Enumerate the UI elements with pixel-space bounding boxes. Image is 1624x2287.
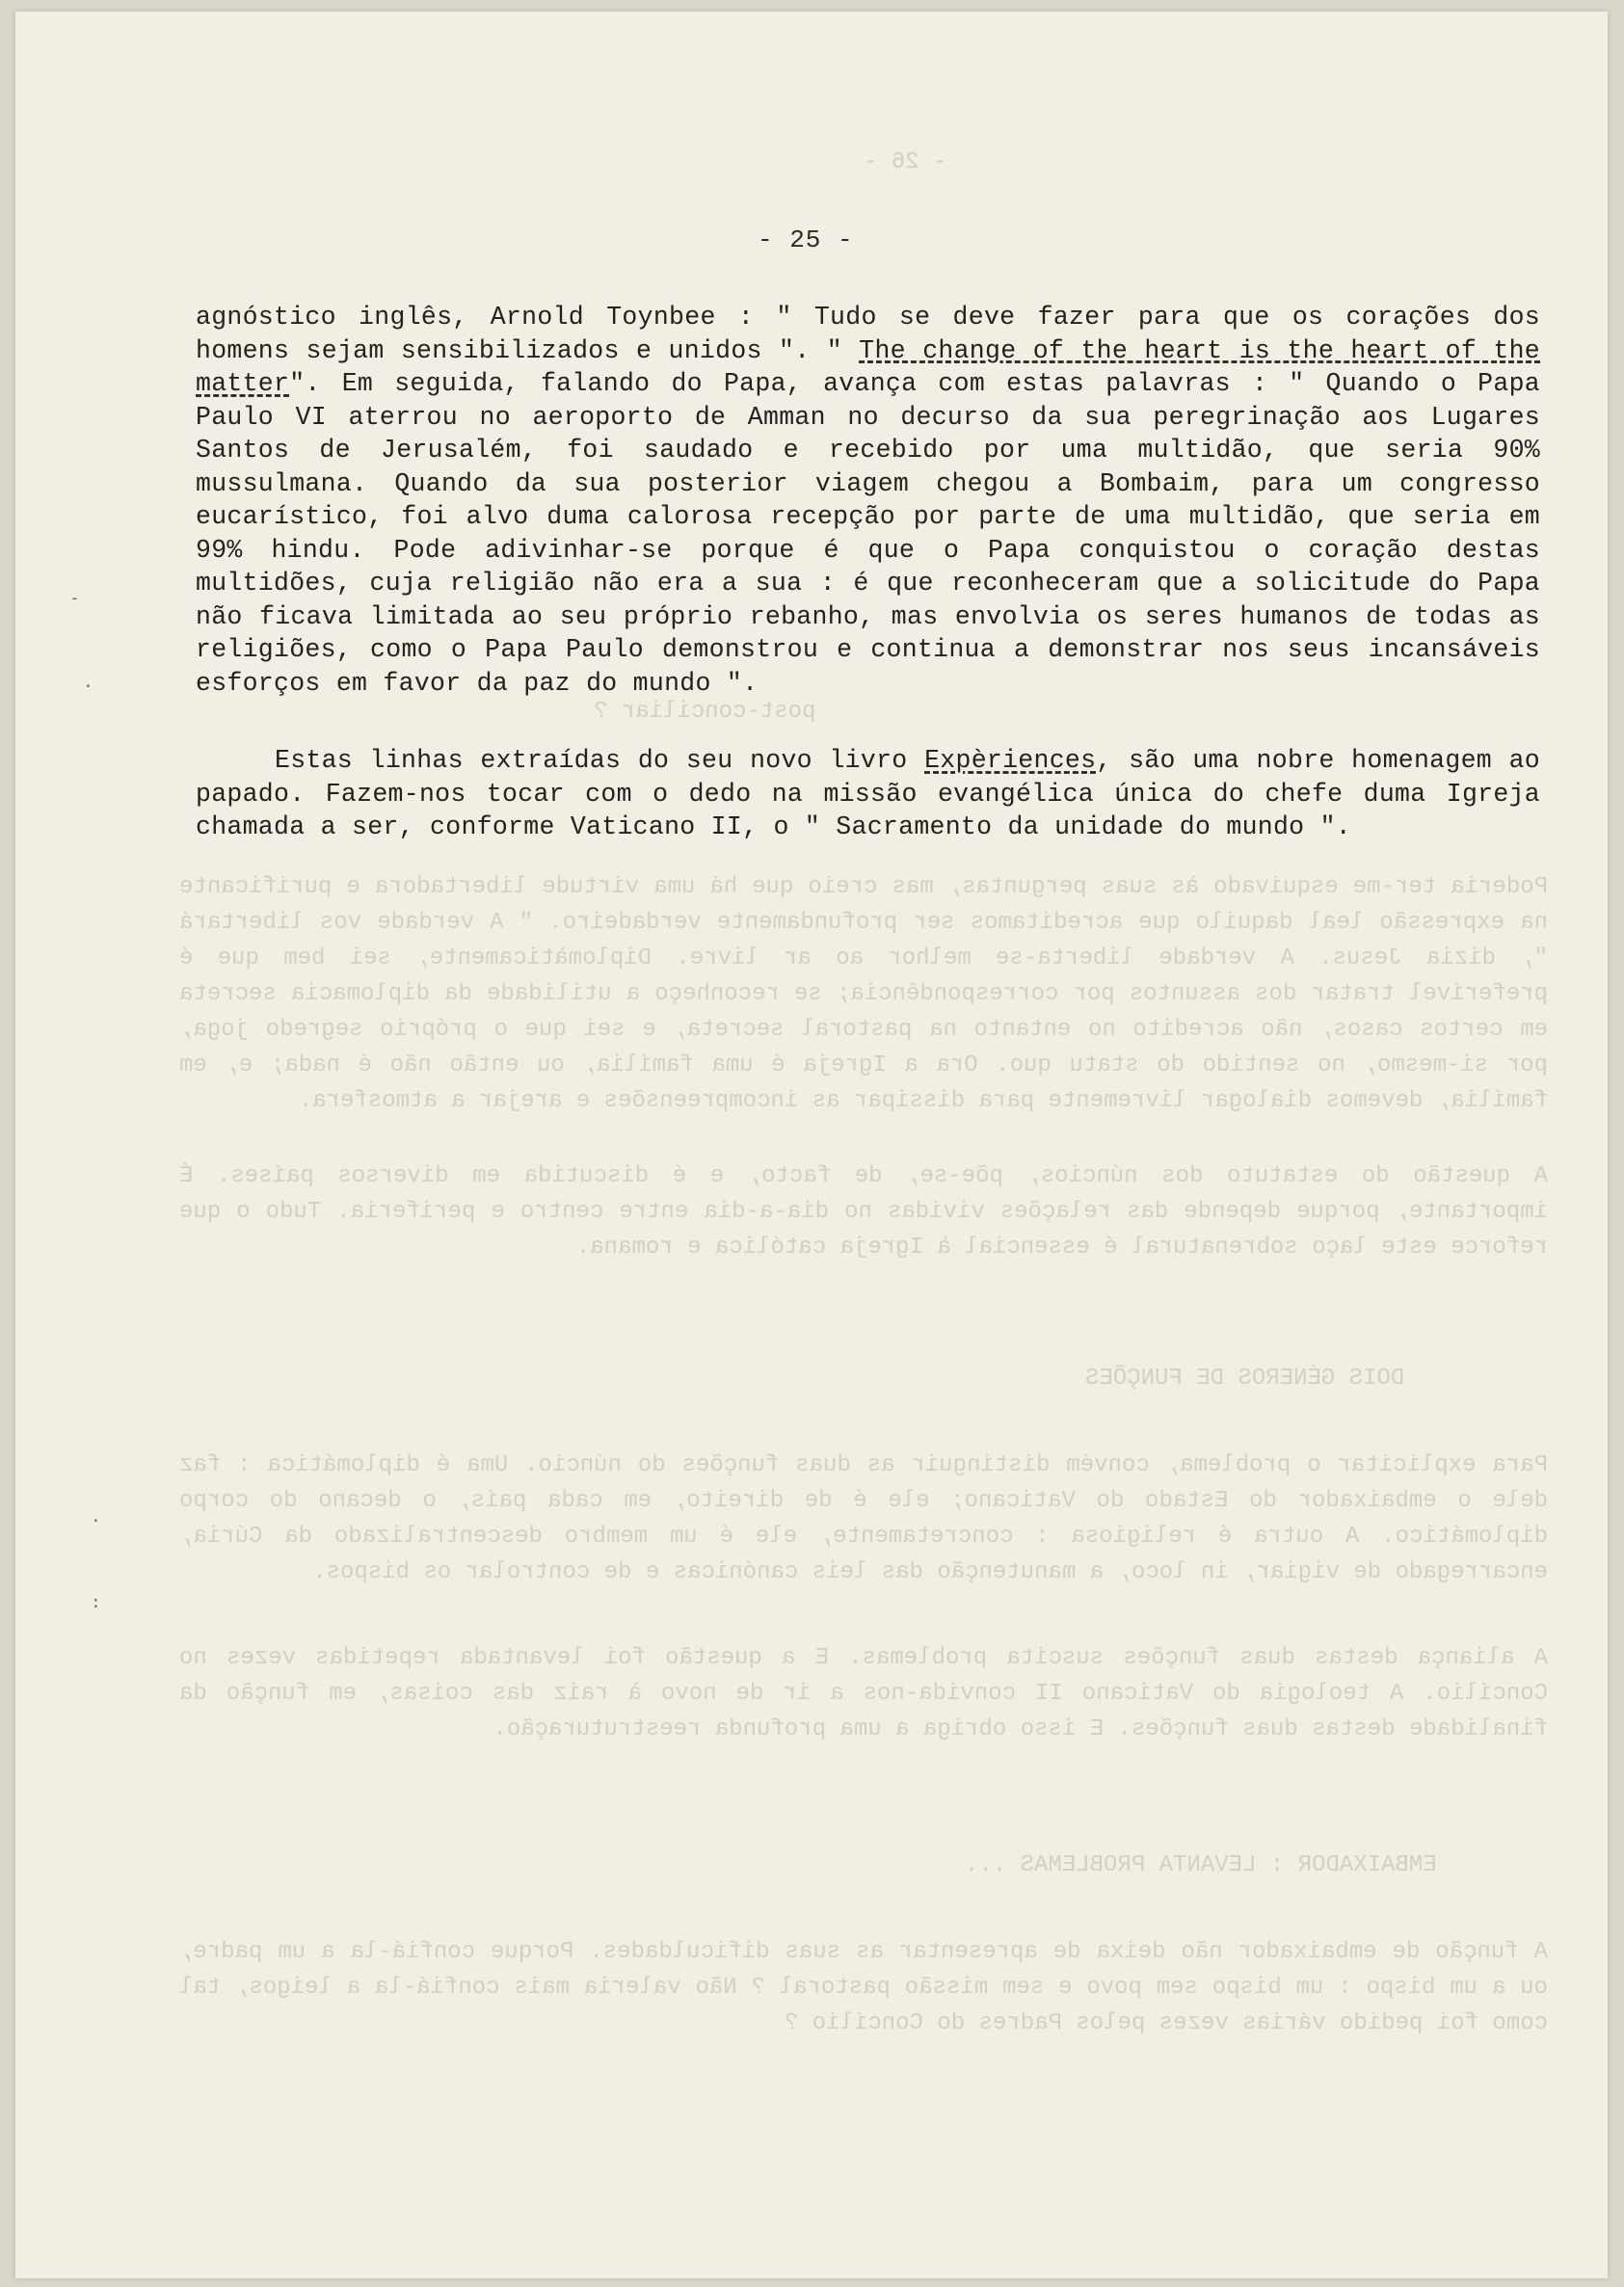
bleed-heading-1: post-conciliar ? <box>594 699 816 725</box>
margin-mark: · <box>83 677 93 697</box>
margin-mark: · <box>91 1511 101 1531</box>
margin-mark: : <box>91 1592 101 1612</box>
paragraph-1-text-end: ". Em seguida, falando do Papa, avança com estas palavras : " Quando o Papa Paulo VI aterrou no aeroporto de Amman no decurso da sua peregrinação aos Lugares Santos de Jerusalém, foi saudado e recebido por uma multidão, que seria 90% mussulmana. Quando da sua posterior viagem chegou a Bombaim, para um congresso eucarístico, foi alvo duma calorosa recepção por parte de uma multidão, que seria em 99% hindu. Pode adivinhar-se porque é que o Papa conquistou o coração destas multidões, cuja religião não era a sua : é que reconheceram que a solicitude do Papa não ficava limitada ao seu próprio rebanho, mas envolvia os seres humanos de todas as religiões, como o Papa Paulo demonstrou e continua a demonstrar nos seus incansáveis esforços em favor da paz do mundo ". <box>196 369 1540 698</box>
bleed-page-number: - 26 - <box>864 149 947 175</box>
paragraph-2-text-end: , são uma nobre homenagem ao papado. Fazem-nos tocar com o dedo na missão evangélica única do chefe duma Igreja chamada a ser, conforme Vaticano II, o " Sacramento da unidade do mundo ". <box>196 746 1540 841</box>
document-page <box>15 12 1608 2278</box>
bleed-paragraph-1: Poderia ter-me esquivado às suas perguntas, mas creio que há uma virtude libertadora e purificante na expressão leal daquilo que acreditamos ser profundamente verdadeiro. " A verdade vos libertará ", dizia Jesus. A verdade liberta-se melhor ao ar livre. Diplomàticamente, sei bem que é preferível tratar dos assuntos por correspondência; se reconheço a utilidade da diplomacia secreta em certos casos, não acredito no entanto na pastoral secreta, e sei que o próprio segredo joga, por si-mesmo, no sentido do statu quo. Ora a Igreja é uma família, ou então não é nada; e, em família, devemos dialogar livremente para dissipar as incompreensões e arejar a atmosfera. <box>179 874 1548 1114</box>
bleed-paragraph-5: A função de embaixador não deixa de apresentar as suas dificuldades. Porque confiá-la a um padre, ou a um bispo : um bispo sem povo e sem missão pastoral ? Não valeria mais confiá-la a leigos, tal como foi pedido várias vezes pelos Padres do Concílio ? <box>179 1939 1548 2036</box>
paragraph-toynbee-quote <box>196 301 1540 700</box>
margin-mark: - <box>69 588 80 608</box>
bleed-paragraph-4: A aliança destas duas funções suscita problemas. E a questão foi levantada repetidas vezes no Concílio. A teologia do Vaticano II convida-nos a ir de novo à raiz das coisas, em função da finalidade destas duas funções. E isso obriga a uma profunda reestruturação. <box>179 1645 1548 1742</box>
paragraph-2-text-start: Estas linhas extraídas do seu novo livro <box>275 746 925 775</box>
paragraph-experiences <box>196 744 1540 844</box>
bleed-paragraph-2: A questão do estatuto dos núncios, põe-se, de facto, e é discutida em diversos países. É importante, porque depende das relações vividas no dia-a-dia entre centro e periferia. Tudo o que reforce este laço sobrenatural é essencial à Igreja católica e romana. <box>179 1163 1548 1261</box>
bleed-heading-3: EMBAIXADOR : LEVANTA PROBLEMAS ... <box>965 1852 1437 1878</box>
underlined-english-quote: The change of the heart is the heart of the matter <box>196 335 1540 398</box>
bleed-heading-2: DOIS GÉNEROS DE FUNÇÕES <box>1085 1366 1405 1392</box>
page-number: - 25 - <box>758 226 854 254</box>
underlined-book-title: Expèriences <box>924 746 1097 775</box>
paragraph-1-text-start: agnóstico inglês, Arnold Toynbee : " Tudo se deve fazer para que os corações dos homens sejam sensibilizados e unidos ". " <box>196 303 1540 365</box>
bleed-paragraph-3: Para explicitar o problema, convém distinguir as duas funções do núncio. Uma é diplomática : faz dele o embaixador do Estado do Vaticano; ele é de direito, em cada país, o decano do corpo diplomático. A outra é religiosa : concretamente, ele é um membro descentralizado da Cúria, encarregado de vigiar, in loco, a manutenção das leis canónicas e de controlar os bispos. <box>179 1452 1548 1585</box>
